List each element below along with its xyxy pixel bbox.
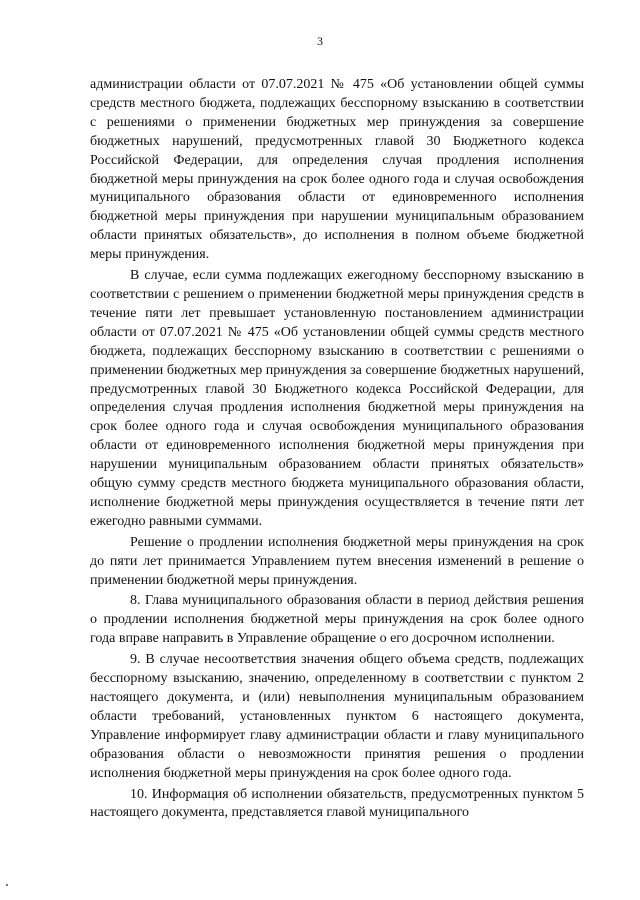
paragraph-decision-extension: Решение о продлении исполнения бюджетной меры принуждения на срок до пяти лет принимается Управлением путем внесения изменений в решение о применении бюджетной меры принуждения. [90, 534, 584, 588]
scan-speck [6, 884, 8, 886]
paragraph-continuation: администрации области от 07.07.2021 № 475 «Об установлении общей суммы средств местного бюджета, подлежащих бесспорному взысканию в соответствии с решениями о применении бюджетных мер принуждения за совершение бюджетных нарушений, предусмотренных главой 30 Бюджетного кодекса Российской Федерации, для определения случая продления исполнения бюджетной меры принуждения на срок более одного года и случая освобождения муниципального образования области от единовременного исполнения бюджетной меры принуждения при нарушении муниципальным образованием области принятых обязательств», до исполнения в полном объеме бюджетной меры принуждения. [90, 77, 584, 263]
paragraph-case-five-years: В случае, если сумма подлежащих ежегодному бесспорному взысканию в соответствии с решением о применении бюджетной меры принуждения средств в течение пяти лет превышает установленную постановлением администрации области от 07.07.2021 № 475 «Об установлении общей суммы средств местного бюджета, подлежащих бесспорному взысканию в соответствии с решениями о применении бюджетных мер принуждения за совершение бюджетных нарушений, предусмотренных главой 30 Бюджетного кодекса Российской Федерации, для определения случая продления исполнения бюджетной меры принуждения на срок более одного года и случая освобождения муниципального образования области от единовременного исполнения бюджетной меры принуждения при нарушении муниципальным образованием области принятых обязательств» общую сумму средств местного бюджета муниципального образования области, исполнение бюджетной меры принуждения осуществляется в течение пяти лет ежегодно равными суммами. [90, 268, 584, 529]
paragraph-item-9: 9. В случае несоответствия значения общего объема средств, подлежащих бесспорному взысканию, значению, определенному в соответствии с пунктом 2 настоящего документа, и (или) невыполнения муниципальным образованием области требований, установленных пунктом 6 настоящего документа, Управление информирует главу администрации области и главу муниципального образования области о невозможности принятия решения о продлении исполнения бюджетной меры принуждения на срок более одного года. [90, 652, 584, 781]
document-body [90, 76, 584, 823]
page-number: 3 [317, 34, 323, 48]
paragraph-item-8: 8. Глава муниципального образования области в период действия решения о продлении исполнения бюджетной меры принуждения на срок более одного года вправе направить в Управление обращение о его досрочном исполнении. [90, 593, 584, 647]
paragraph-item-10: 10. Информация об исполнении обязательств, предусмотренных пунктом 5 настоящего документа, представляется главой муниципального [90, 786, 584, 821]
